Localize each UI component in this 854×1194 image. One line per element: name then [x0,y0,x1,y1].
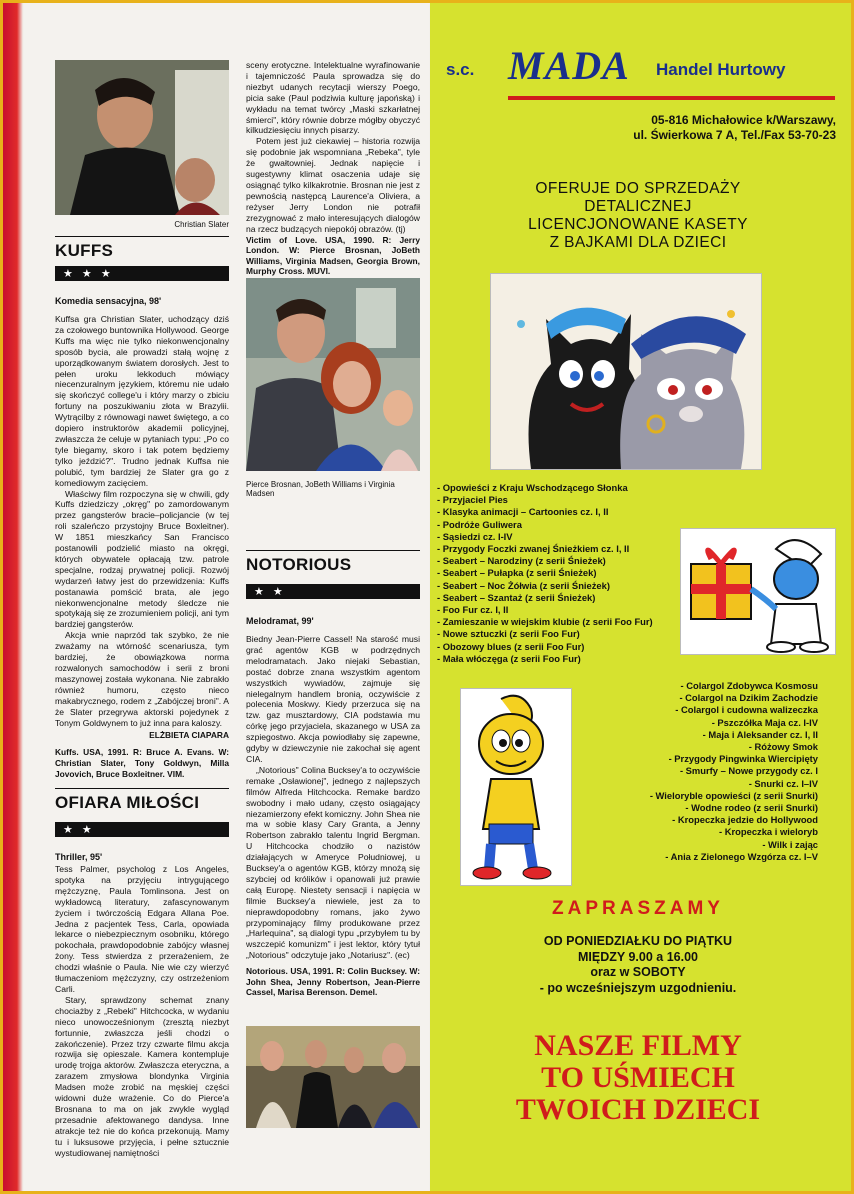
ad-hours [440,934,836,996]
ad-hours-line: MIĘDZY 9.00 a 16.00 [578,949,698,964]
list-item: - Sąsiedzi cz. I-IV [437,530,513,542]
photo-victim-of-love [246,278,420,471]
list-item: - Pszczółka Maja cz. I-IV [711,716,818,728]
red-edge-strip [3,3,23,1191]
photo2-caption: Pierce Brosnan, JoBeth Williams i Virginia Madsen [246,480,395,498]
list-item: - Różowy Smok [748,741,818,753]
list-item: - Wieloryble opowieści (z serii Snurki) [649,789,818,801]
ad-slogan-line: TWOICH DZIECI [515,1093,761,1126]
list-item: - Przyjaciel Pies [437,494,508,506]
ofiara-review-continued [246,60,420,277]
kuffs-title: KUFFS [55,236,229,261]
ad-address-line1: 05-816 Michałowice k/Warszawy, [651,113,836,127]
list-item: - Seabert – Narodziny (z serii Śnieżek) [437,555,606,567]
ad-hours-line: OD PONIEDZIAŁKU DO PIĄTKU [543,934,733,948]
smurf-gift-illustration [680,528,836,655]
ofiara-paragraph: sceny erotyczne. Intelektualne wyrafinowanie i tajemniczość Paula sprowadza się do niezbyt udanych recytacji wierszy Poego, picia sake (Paul podziwia kulturę japońską) i wykładu na temat twórcy „Maski szkarłatnej śmierci", który równie dobrze mógłby obyczyć kilkudziesięciu innych pisarzy. [246,60,420,136]
list-item: - Ania z Zielonego Wzgórza cz. I–V [665,850,818,862]
notorious-review [246,634,420,998]
list-item: - Kropeczka i wieloryb [719,826,818,838]
notorious-genre: Melodramat, 99' [246,616,314,626]
photo-christian-slater [55,60,229,215]
ad-tagline: Handel Hurtowy [656,60,786,79]
list-item: - Wodne rodeo (z serii Snurki) [685,802,818,814]
ad-hours-line: oraz w SOBOTY [590,965,686,979]
ad-red-line [508,96,835,100]
photo-notorious [246,1026,420,1128]
notorious-title: NOTORIOUS [246,550,420,575]
ofiara-title: OFIARA MIŁOŚCI [55,788,229,813]
ofiara-review [55,864,229,1158]
notorious-paragraph: Biedny Jean-Pierre Cassel! Na starość musi grać agentów KGB w podrzędnych melodramatach. Jako niejaki Sebastian, postać dobrze znana wszystkim agentom wszystkich wywiadów, zajmuje się nielegalnym handlem bronią, oczywiście z polecenia Moskwy. Kiedy przerzuca się na tzw. gaz musztardowy, CIA podstawia mu córkę jego przyjaciela, skazanego w USA za szpiegostwo. Akcja powiodłaby się zapewne, gdyby w dziewczynie nie zakochał się agent CIA. [246,634,420,764]
ad-slogan [440,1030,836,1126]
list-item: - Smurfy – Nowe przygody cz. I [679,765,818,777]
ofiara-paragraph: Stary, sprawdzony schemat znany chociażby z „Rebeki" Hitchcocka, w wydaniu nieco unowocześnionym (zresztą niezbyt fortunnie, zwłaszcza jeśli chodzi o zakończenie). Przez trzy czwarte filmu akcja rozwija się opieszale. Kamera kontempluje urodę trojga aktorów. Zwłaszcza eteryczna, a zarazem zmysłowa blondynka Virginia Madsen może zrobić na męskiej części widowni duże wrażenie. Co do Pierce'a Brosnana to ma on jak zwykle wygląd przesadnie afektowanego dandysa. Inne atrakcje też nie do końca przekonują. Mamy tu i luksusowe przyjęcia, i pełne sztucznie wystudiowanej namiętności [55,994,229,1158]
notorious-credits: Notorious. USA, 1991. R: Colin Bucksey. W: John Shea, Jenny Robertson, Jean-Pierre Cassel, Marisa Berenson. Demel. [246,966,420,998]
list-item: - Seabert – Szantaż (z serii Śnieżek) [437,591,596,603]
list-item: - Przygody Pingwinka Wiercipięty [668,753,818,765]
kuffs-paragraph: Akcja wnie naprzód tak szybko, że nie zważamy na wtórność scenariusza, tym bardziej, że obowiązkowa norma rozwalonych samochodów i serii z broni maszynowej została wykonana. Nie zabrakło również humoru, często nieco makabrycznego, rodem z „Zabójczej broni". A że Slater przegrywa aktorski pojedynek z Tonym Goldwynem to już inna para kaloszy. [55,630,229,728]
ofiara-rating: ★ ★ [55,822,229,837]
kuffs-paragraph: Kuffsa gra Christian Slater, uchodzący dziś za czołowego buntownika Hollywood. George Kuffs ma więc nie tylko niekonwencjonalny sposób bycia, ale prowadzi stałą wojnę z uporządkowanym światem dorosłych. Jest to pełen uroku lekkoduch mówiący niecenzuralnym językiem, któremu nie udało się skończyć college'u i który marzy o zbiciu fortuny na poszukiwaniu złota w Brazylii. Wytrącilby z równowagi nawet świętego, a co dopiero instruktorów akademii policyjnej, zwłaszcza że celuje w pytaniach typu: „Po co tyle biegamy, skoro i tak potem będziemy tylko jeździć?". Trudno jednak Kuffsa nie polubić, tym bardziej że Slater gra go z komediowym zacięciem. [55,314,229,488]
ad-offer [440,180,836,252]
cartoon-cats-illustration [490,273,762,470]
list-item: - Kropeczka jedzie do Hollywood [672,814,818,826]
ofiara-genre: Thriller, 95' [55,852,103,862]
notorious-rating: ★ ★ [246,584,420,599]
ad-list-2 [590,680,818,863]
notorious-paragraph: „Notorious" Colina Bucksey'a to oczywiście remake „Osławionej", jednego z najlepszych filmów Alfreda Hitchcocka. Remake bardzo swobodny i mało udany, często osiągający niezamierzony efekt komiczny. John Shea nie ma w sobie klasy Cary Granta, a Jenny Robertson zabrakło talentu Ingrid Bergman. U Hitchcocka chodziło o nazistów działających w Ameryce Południowej, u Bucksey'a o agentów KGB, którzy mnożą się szybciej od królików i opanowali już prawie całą Europę. Niestety sensacji i napięcia w filmie Bucksey'a niewiele, jest za to nieprawdopodobny romans, jako żywo przypominający filmy produkowane przez „Harlequina", są dialogi typu „przybyłem tu by wszczepić komunizm" i jest lektor, który tytuł „Notorious" odczytuje jako „Notariusz". (ec) [246,764,420,961]
list-item: - Snurki cz. I–IV [748,777,818,789]
list-item: - Klasyka animacji – Cartoonies cz. I, II [437,506,609,518]
ofiara-paragraph: Potem jest już ciekawiej – historia rozwija się podobnie jak wspomniana „Rebeka", tyle że gwałtowniej. Jednak napięcie i sugestywny klimat osaczenia udaje się osiągnąć tylko kilkakrotnie. Brosnan nie jest z pewnością następcą Laurence'a Oliviera, a reżyser Jerry London nie potrafił zrezygnować z mało interesujących dialogów na rzecz budzących niepokój obrazów. (tj) [246,136,420,234]
ad-invite: ZAPRASZAMY [552,898,724,919]
ad-hours-line: - po wcześniejszym uzgodnieniu. [539,980,737,995]
list-item: - Maja i Aleksander cz. I, II [702,728,818,740]
list-item: - Seabert – Pułapka (z serii Śnieżek) [437,567,597,579]
list-item: - Zamieszanie w wiejskim klubie (z serii Foo Fur) [437,616,653,628]
list-item: - Colargol Zdobywca Kosmosu [680,680,818,691]
kuffs-paragraph: Właściwy film rozpoczyna się w chwili, gdy Kuffs dziedziczy „okręg" po zamordowanym przez gangsterów bracie–policjancie (w tej roli szaleńczo przystojny Bruce Boxleitner). W 1851 mieszkańcy San Francisco postanowili podzielić miasto na okręgi, których obywatele opłacają tzw. patrole specjalne, rodzaj prywatnej policji. Rozwój wydarzeń łatwy jest do przewidzenia: Kuffs postanawia pomścić brata, ale jego niekonwencjonalne metody śledcze nie spotykają się ze zrozumieniem policji, ani tym bardziej gangsterów. [55,488,229,630]
ad-slogan-line: TO UŚMIECH [541,1061,735,1094]
kuffs-rating: ★ ★ ★ [55,266,229,281]
list-item: - Podróże Guliwera [437,518,522,530]
ad-offer-line: OFERUJE DO SPRZEDAŻY [535,180,741,197]
list-item: - Foo Fur cz. I, II [437,604,509,616]
list-item: - Nowe sztuczki (z serii Foo Fur) [437,628,580,640]
list-item: - Obozowy blues (z serii Foo Fur) [437,640,585,652]
ad-offer-line: DETALICZNEJ [584,198,692,215]
list-item: - Colargol na Dzikim Zachodzie [679,692,818,704]
kuffs-credits: Kuffs. USA, 1991. R: Bruce A. Evans. W: Christian Slater, Tony Goldwyn, Milla Jovovich, Bruce Boxleitner. VIM. [55,747,229,779]
kropeczka-illustration [460,688,572,886]
list-item: - Przygody Foczki zwanej Śnieżkiem cz. I, II [437,543,630,555]
list-item: - Mała włóczęga (z serii Foo Fur) [437,652,581,664]
list-item: - Seabert – Noc Żółwia (z serii Śnieżek) [437,579,610,591]
list-item: - Opowieści z Kraju Wschodzącego Słonka [437,482,628,493]
kuffs-genre: Komedia sensacyjna, 98' [55,296,162,306]
list-item: - Wilk i zając [762,838,818,850]
photo1-caption: Christian Slater [174,220,229,229]
ad-sc: s.c. [446,60,475,79]
ad-offer-line: LICENCJONOWANE KASETY [528,216,748,233]
ad-offer-line: Z BAJKAMI DLA DZIECI [549,234,727,251]
victim-credits: Victim of Love. USA, 1990. R: Jerry London. W: Pierce Brosnan, JoBeth Williams, Virginia Madsen, Georgia Brown, Murphy Cross. MUVI. [246,234,420,277]
kuffs-review [55,314,229,779]
kuffs-author: ELŻBIETA CIAPARA [149,730,229,741]
ad-slogan-line: NASZE FILMY [534,1029,742,1062]
ofiara-paragraph: Tess Palmer, psycholog z Los Angeles, spotyka na przyjęciu intrygującego mężczyznę, Paula Tomlinsona. Jest on wykładowcą literatury, zafascynowanym życiem i twórczością Edgara Allana Poe. Jedna z pacjentek Tess, Carla, opowiada lekarce o niebezpiecznym osobniku, którego pokochała, prawdopodobnie zabójcy własnej żony. Tess stwierdza z przerażeniem, że chodzi właśnie o Paula. Nie wie czy wierzyć tłumaczeniom mężczyzny, czy ostrzeżeniom Carli. [55,864,229,994]
ad-address-line2: ul. Świerkowa 7 A, Tel./Fax 53-70-23 [633,128,836,142]
ad-list-1 [437,482,653,665]
list-item: - Colargol i cudowna walizeczka [675,704,818,716]
ad-brand: MADA [508,43,630,88]
